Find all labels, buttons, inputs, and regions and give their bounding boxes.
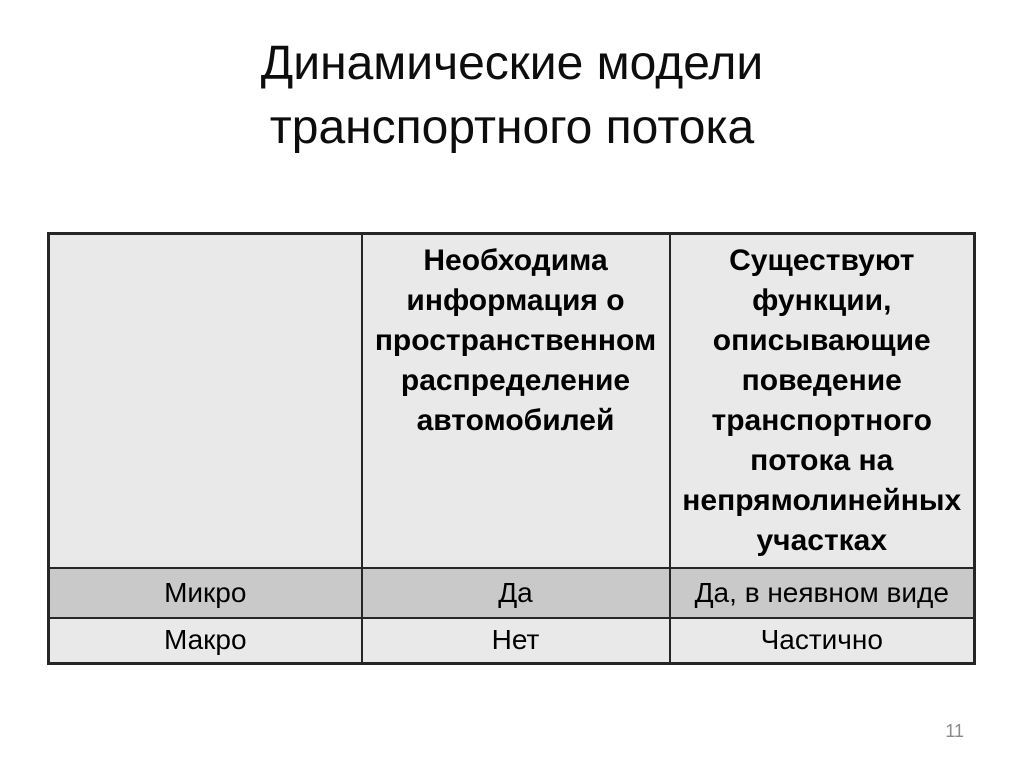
table-body (49, 568, 975, 664)
table-header-row (49, 234, 975, 568)
micro-spatial-info-value: Да (362, 568, 670, 618)
table-header (49, 234, 975, 568)
header-cell-spatial-info: Необходима информация о пространственном распределение автомобилей (362, 234, 670, 568)
table-row-macro (49, 618, 975, 664)
macro-spatial-info-value: Нет (362, 618, 670, 664)
page-title (0, 32, 1024, 160)
row-label-macro: Макро (49, 618, 362, 664)
header-cell-empty (49, 234, 362, 568)
micro-flow-functions-value: Да, в неявном виде (670, 568, 975, 618)
macro-flow-functions-value: Частично (670, 618, 975, 664)
slide-page-number: 11 (945, 721, 964, 741)
row-label-micro: Микро (49, 568, 362, 618)
models-comparison-table (47, 232, 976, 665)
page-title-line-2: транспортного потока (269, 101, 755, 154)
table-row-micro (49, 568, 975, 618)
header-cell-flow-functions: Существуют функции, описывающие поведение транспортного потока на непрямолинейных участках (670, 234, 975, 568)
page-title-line-1: Динамические модели (260, 37, 764, 90)
